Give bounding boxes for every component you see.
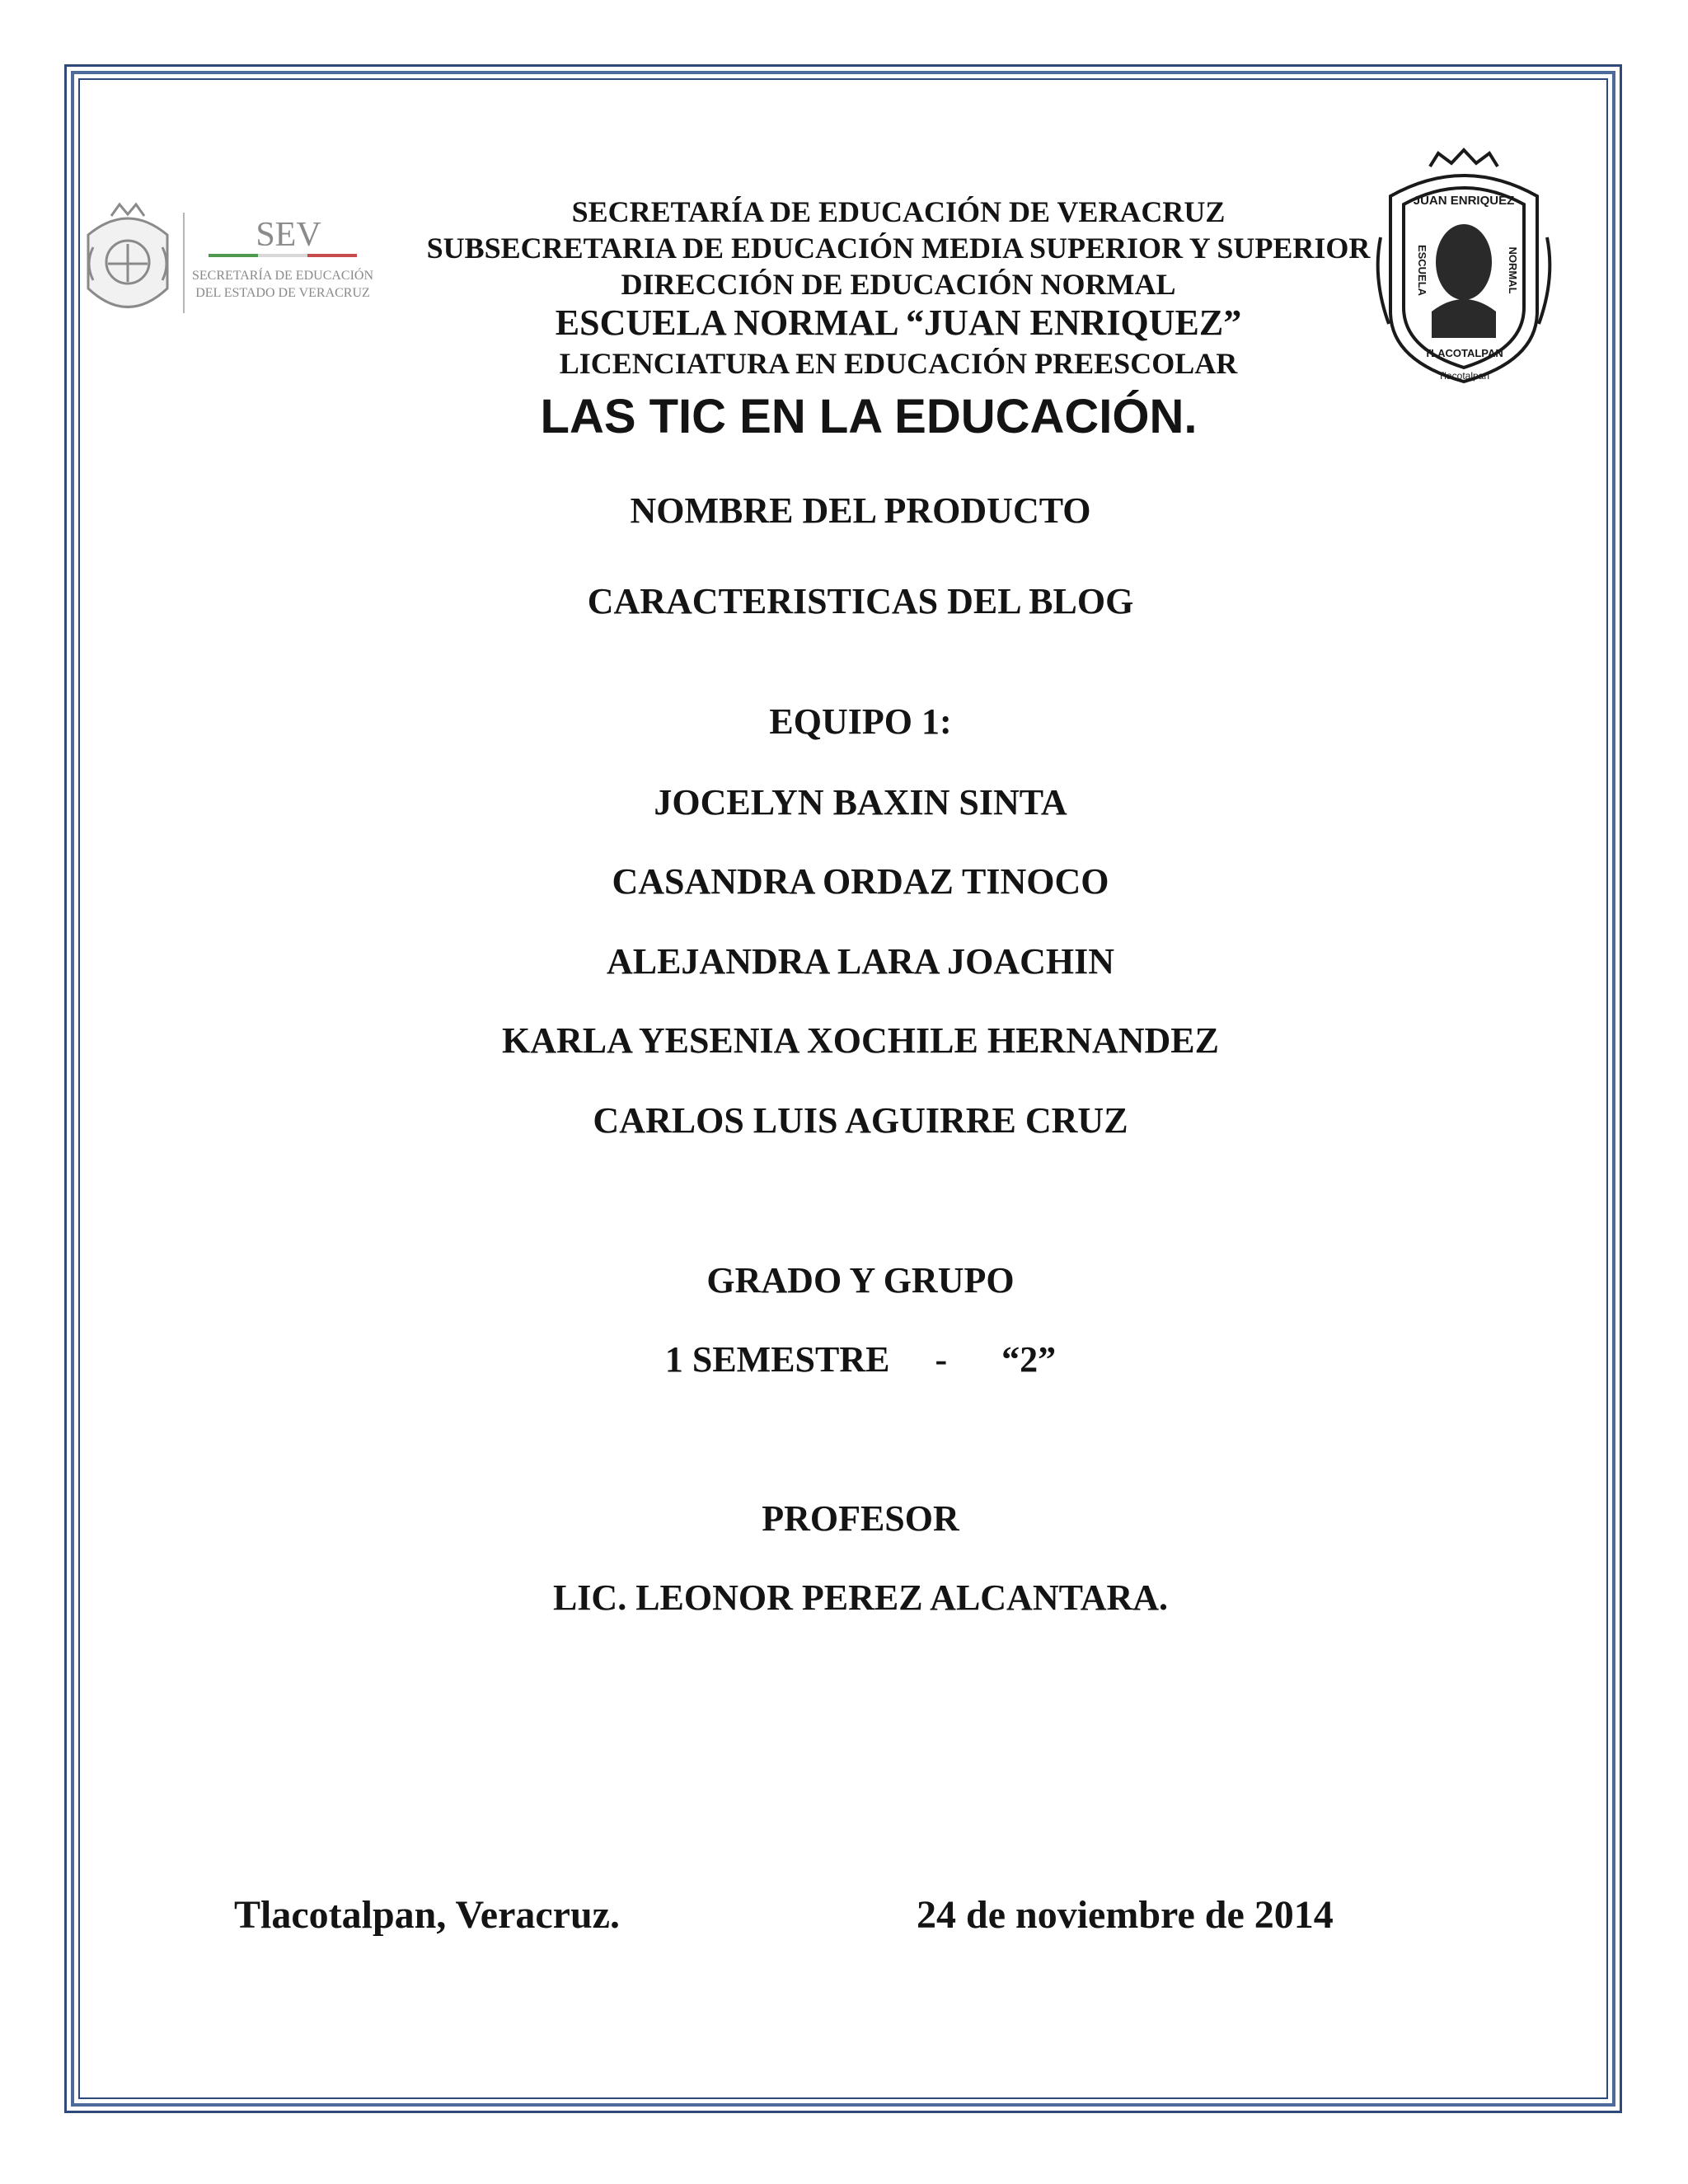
footer-place: Tlacotalpan, Veracruz.: [234, 1893, 620, 1937]
team-member: JOCELYN BAXIN SINTA: [654, 782, 1067, 823]
sev-text-1: SECRETARÍA DE EDUCACIÓN: [191, 269, 374, 283]
seal-right-text: NORMAL: [1507, 246, 1519, 294]
header-secretaria: SECRETARÍA DE EDUCACIÓN DE VERACRUZ: [571, 195, 1226, 228]
product-label: NOMBRE DEL PRODUCTO: [630, 490, 1091, 531]
seal-bottom-text: TLACOTALPAN: [1424, 347, 1503, 359]
teacher-label: PROFESOR: [762, 1498, 959, 1539]
sev-text-2: DEL ESTADO DE VERACRUZ: [195, 286, 370, 300]
footer-date: 24 de noviembre de 2014: [917, 1893, 1334, 1937]
team-member: ALEJANDRA LARA JOACHIN: [606, 941, 1115, 982]
grade-value: 1 SEMESTRE - “2”: [664, 1339, 1057, 1380]
grade-label: GRADO Y GRUPO: [706, 1260, 1015, 1301]
seal-left-text: ESCUELA: [1416, 244, 1428, 297]
seal-caption-text: Tlacotalpan: [1437, 370, 1490, 382]
header-school-name: ESCUELA NORMAL “JUAN ENRIQUEZ”: [555, 302, 1242, 343]
team-member: CASANDRA ORDAZ TINOCO: [612, 861, 1109, 902]
teacher-name: LIC. LEONOR PEREZ ALCANTARA.: [552, 1577, 1169, 1618]
sev-abbrev: SEV: [256, 216, 321, 254]
header-subsecretaria: SUBSECRETARIA DE EDUCACIÓN MEDIA SUPERIOR Y SUPERIOR: [426, 232, 1371, 265]
header-direccion: DIRECCIÓN DE EDUCACIÓN NORMAL: [621, 268, 1176, 301]
header-program: LICENCIATURA EN EDUCACIÓN PREESCOLAR: [559, 347, 1238, 380]
team-member: KARLA YESENIA XOCHILE HERNANDEZ: [502, 1020, 1219, 1061]
seal-top-text: JUAN ENRIQUEZ: [1413, 194, 1515, 208]
team-label: EQUIPO 1:: [769, 701, 952, 742]
product-name: CARACTERISTICAS DEL BLOG: [587, 581, 1134, 621]
course-title: LAS TIC EN LA EDUCACIÓN.: [540, 390, 1198, 443]
crown-icon: [1430, 150, 1498, 166]
team-member: CARLOS LUIS AGUIRRE CRUZ: [593, 1100, 1128, 1141]
